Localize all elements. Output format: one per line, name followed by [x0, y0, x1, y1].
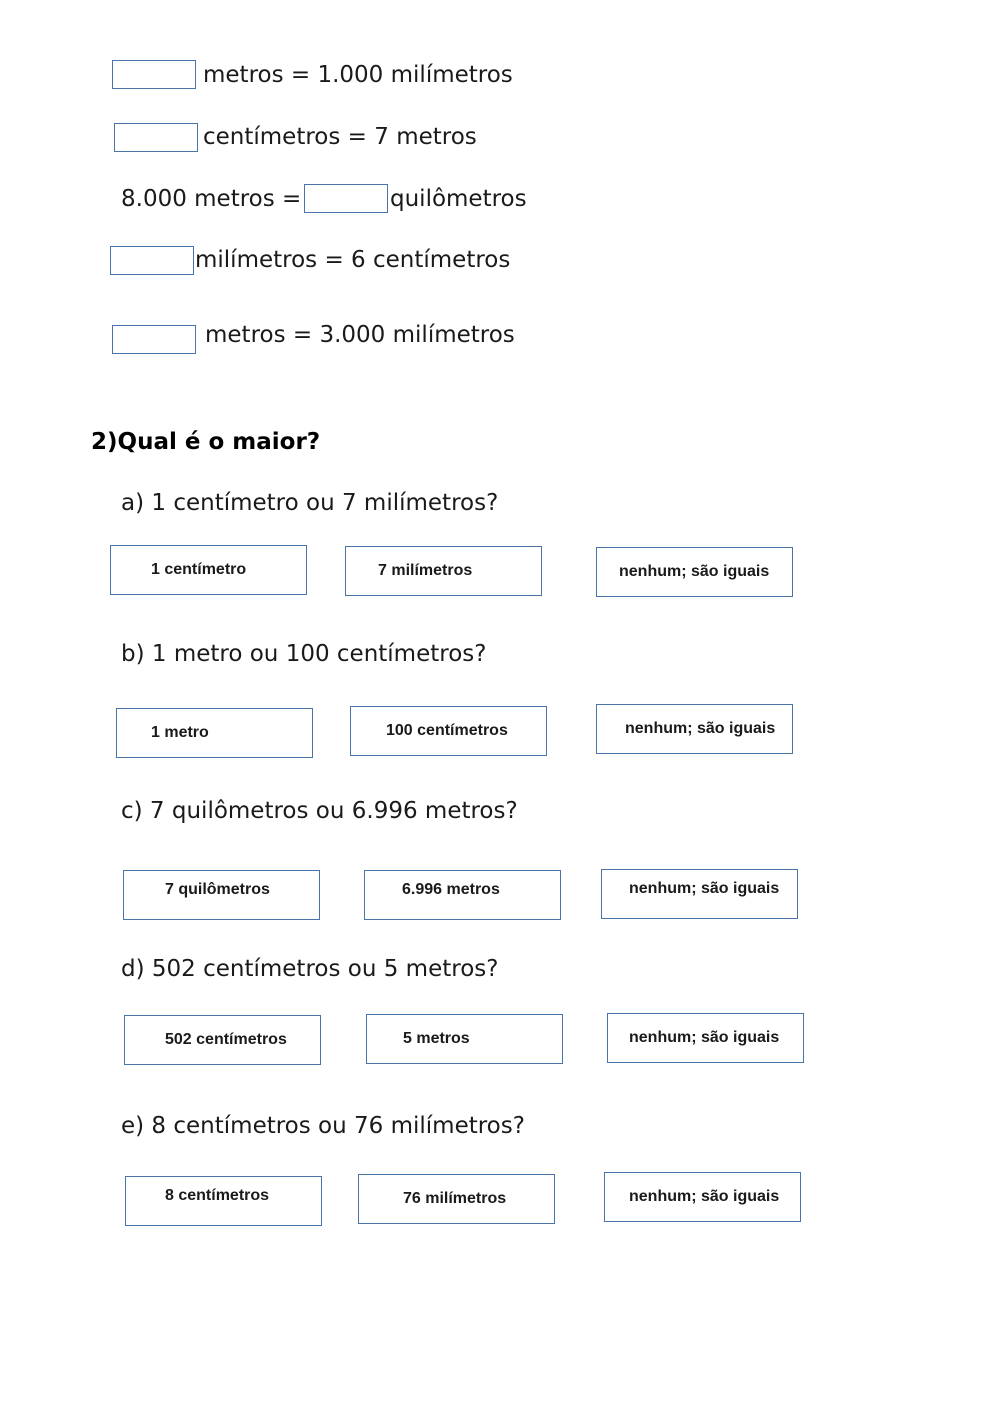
option-label: 8 centímetros — [165, 1187, 270, 1204]
answer-blank-5[interactable] — [112, 325, 196, 354]
option-c-1[interactable] — [123, 870, 320, 920]
question-a: a) 1 centímetro ou 7 milímetros? — [121, 490, 499, 516]
option-b-3[interactable] — [596, 704, 793, 754]
option-e-1[interactable] — [125, 1176, 322, 1226]
option-label: 502 centímetros — [165, 1031, 287, 1048]
question-e: e) 8 centímetros ou 76 milímetros? — [121, 1113, 525, 1139]
question-c: c) 7 quilômetros ou 6.996 metros? — [121, 798, 518, 824]
question-d: d) 502 centímetros ou 5 metros? — [121, 956, 499, 982]
option-c-3[interactable] — [601, 869, 798, 919]
option-e-2[interactable] — [358, 1174, 555, 1224]
option-label: 7 quilômetros — [165, 881, 270, 898]
option-label: 1 centímetro — [151, 561, 247, 578]
option-d-3[interactable] — [607, 1013, 804, 1063]
option-b-2[interactable] — [350, 706, 547, 756]
option-e-3[interactable] — [604, 1172, 801, 1222]
conversion-text-4: milímetros = 6 centímetros — [195, 247, 511, 273]
option-label: 5 metros — [403, 1030, 470, 1047]
question-b: b) 1 metro ou 100 centímetros? — [121, 641, 487, 667]
conversion-text-5: metros = 3.000 milímetros — [205, 322, 515, 348]
conversion-text-3-after: quilômetros — [390, 186, 527, 212]
option-label: nenhum; são iguais — [619, 563, 770, 580]
conversion-text-1: metros = 1.000 milímetros — [203, 62, 513, 88]
conversion-text-3-before: 8.000 metros = — [121, 186, 302, 212]
option-label: 76 milímetros — [403, 1190, 507, 1207]
answer-blank-4[interactable] — [110, 246, 194, 275]
option-label: 1 metro — [151, 724, 209, 741]
option-d-2[interactable] — [366, 1014, 563, 1064]
option-a-3[interactable] — [596, 547, 793, 597]
answer-blank-2[interactable] — [114, 123, 198, 152]
answer-blank-1[interactable] — [112, 60, 196, 89]
answer-blank-3[interactable] — [304, 184, 388, 213]
option-c-2[interactable] — [364, 870, 561, 920]
option-label: nenhum; são iguais — [629, 1029, 780, 1046]
option-a-1[interactable] — [110, 545, 307, 595]
option-d-1[interactable] — [124, 1015, 321, 1065]
option-b-1[interactable] — [116, 708, 313, 758]
option-label: nenhum; são iguais — [629, 880, 780, 897]
option-label: nenhum; são iguais — [629, 1188, 780, 1205]
option-label: 100 centímetros — [386, 722, 508, 739]
option-a-2[interactable] — [345, 546, 542, 596]
option-label: 6.996 metros — [402, 881, 500, 898]
option-label: 7 milímetros — [378, 562, 473, 579]
exercise-heading: 2)Qual é o maior? — [91, 429, 321, 455]
option-label: nenhum; são iguais — [625, 720, 776, 737]
conversion-text-2: centímetros = 7 metros — [203, 124, 477, 150]
